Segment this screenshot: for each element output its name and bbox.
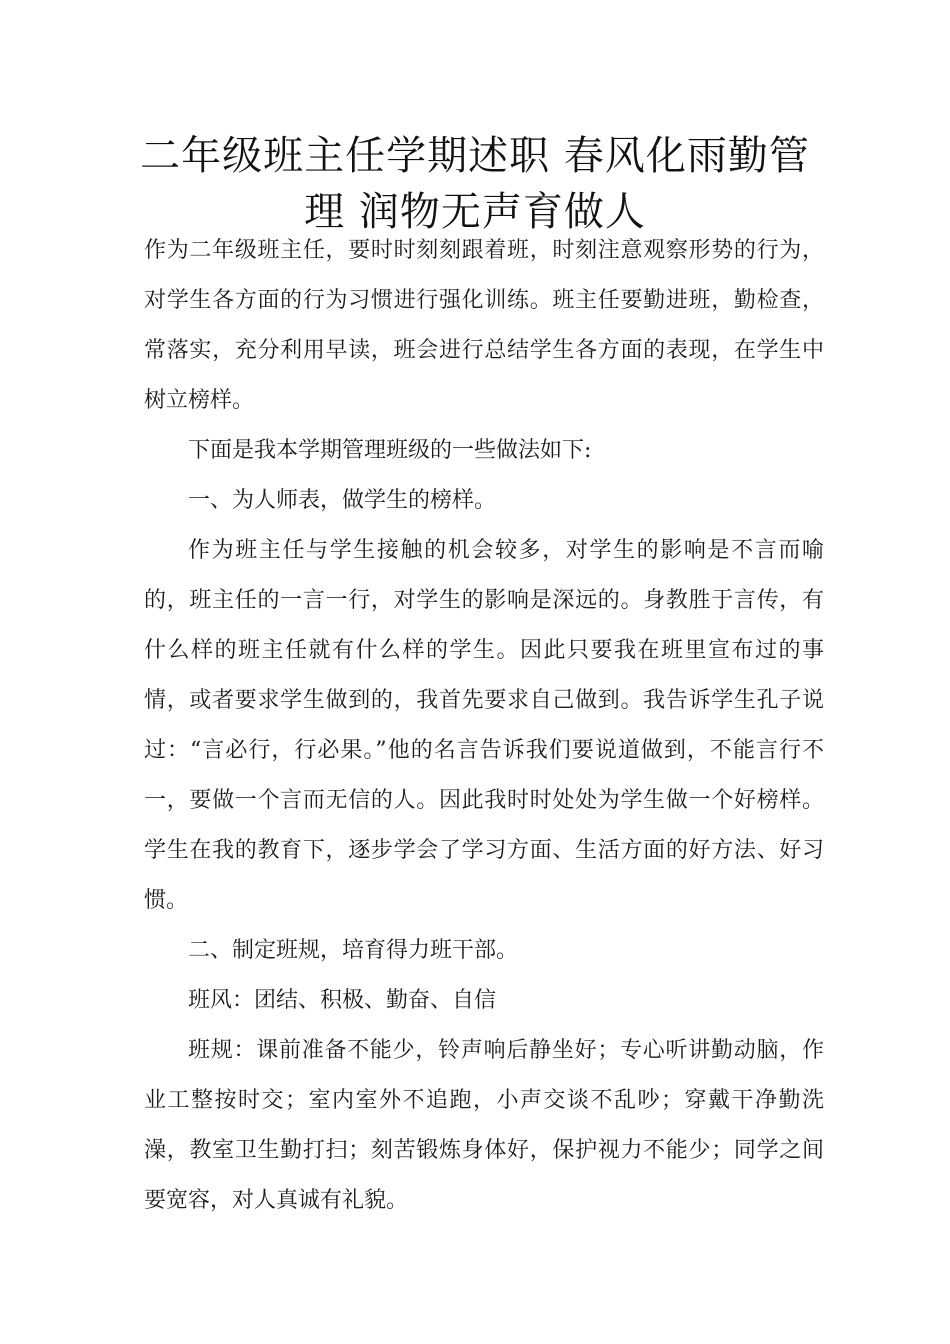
document-title (120, 128, 830, 240)
paragraph-class-spirit: 班风：团结、积极、勤奋、自信 (188, 988, 497, 1013)
title-line-2: 理 润物无声育做人 (304, 189, 646, 235)
paragraph-class-rules: 班规：课前准备不能少，铃声响后静坐好；专心听讲勤动脑，作业工整按时交；室内室外不追跑，小声交谈不乱吵；穿戴干净勤洗澡，教室卫生勤打扫；刻苦锻炼身体好，保护视力不能少；同学之间要宽容，对人真诚有礼貌。 (144, 1038, 824, 1213)
title-line-1: 二年级班主任学期述职 春风化雨勤管 (140, 133, 810, 179)
document-body (144, 226, 824, 1226)
paragraph-role-model: 作为班主任与学生接触的机会较多，对学生的影响是不言而喻的，班主任的一言一行，对学生的影响是深远的。身教胜于言传，有什么样的班主任就有什么样的学生。因此只要我在班里宣布过的事情，或者要求学生做到的，我首先要求自己做到。我告诉学生孔子说过：“言必行，行必果。”他的名言告诉我们要说道做到，不能言行不一，要做一个言而无信的人。因此我时时处处为学生做一个好榜样。学生在我的教育下，逐步学会了学习方面、生活方面的好方法、好习惯。 (144, 538, 824, 913)
paragraph-intro: 作为二年级班主任，要时时刻刻跟着班，时刻注意观察形势的行为，对学生各方面的行为习惯进行强化训练。班主任要勤进班，勤检查，常落实，充分利用早读，班会进行总结学生各方面的表现，在学生中树立榜样。 (144, 238, 824, 413)
section-heading-2: 二、制定班规，培育得力班干部。 (188, 938, 519, 963)
paragraph-outline: 下面是我本学期管理班级的一些做法如下: (188, 438, 592, 463)
section-heading-1: 一、为人师表，做学生的榜样。 (188, 488, 497, 513)
